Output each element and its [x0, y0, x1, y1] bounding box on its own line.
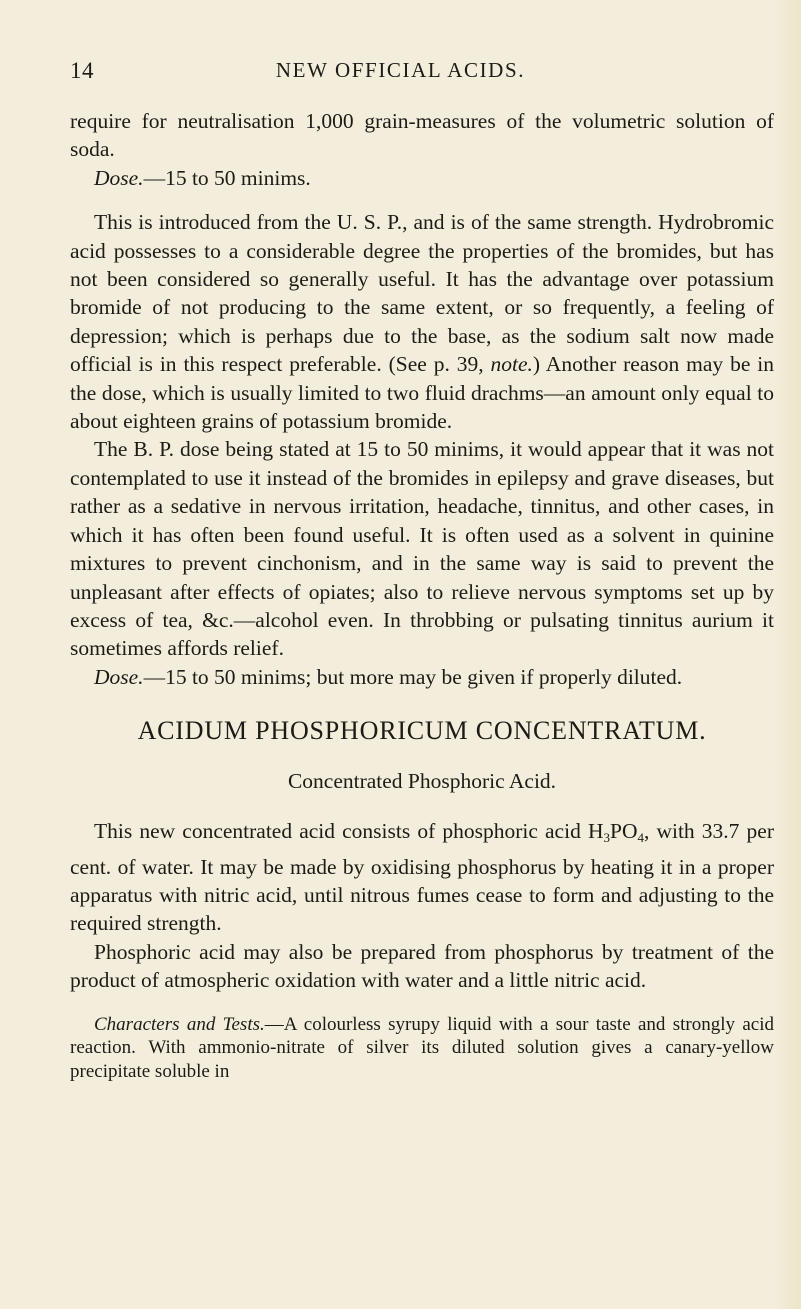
- characters-and-tests-section: [70, 1013, 774, 1084]
- running-title: NEW OFFICIAL ACIDS.: [275, 58, 526, 82]
- paragraph-hydrobromic-acid: [70, 208, 774, 435]
- formula-subscript: 4: [637, 830, 644, 846]
- dose-label: Dose.: [94, 664, 144, 689]
- dose-value: —15 to 50 minims.: [143, 165, 311, 190]
- paragraph-main-text: This is introduced from the U. S. P., and is of the same strength. Hydrobromic acid possesses to a considerable degree the properties of the bromides, but has not been considered so generally useful. It has the advantage over potassium bromide of not producing to the same extent, or so frequently, a feeling of depression; which is perhaps due to the base, as the sodium salt now made official is in this respect preferable. (See p. 39,: [70, 210, 774, 377]
- paragraph-main-text-end: ) Another reason may be in the dose, which is usually limited to two fluid drachms—an amount only equal to about eighteen grains of potassium bromide.: [70, 352, 774, 434]
- dose-label: Dose.: [94, 165, 144, 190]
- paragraph-atmospheric-oxidation: Phosphoric acid may also be prepared from phosphorus by treatment of the product of atmospheric oxidation with water and a little nitric acid.: [70, 939, 774, 993]
- paragraph-bp-dose: The B. P. dose being stated at 15 to 50 minims, it would appear that it was not contemplated to use it instead of the bromides in epilepsy and grave diseases, but rather as a sedative in nervous irritation, headache, tinnitus, and other cases, in which it has often been found useful. It is often used as a solvent in quinine mixtures to prevent cinchonism, and in the same way is said to prevent the unpleasant after effects of opiates; also to relieve nervous symptoms set up by excess of tea, &c.—alcohol even. In throbbing or pulsating tinnitus aurium it sometimes affords relief.: [70, 437, 774, 661]
- section-subheading: Concentrated Phosphoric Acid.: [287, 769, 557, 794]
- formula-subscript: 3: [603, 830, 610, 846]
- formula-text: PO: [609, 819, 638, 844]
- paragraph-text: This new concentrated acid consists of phosphoric acid H: [94, 819, 604, 844]
- page-number: 14: [70, 58, 94, 83]
- page-header: [0, 58, 801, 88]
- dose-paragraph-2: [70, 663, 774, 691]
- characters-label: Characters and Tests.: [94, 1013, 265, 1035]
- paragraph-concentrated-acid: [70, 817, 774, 938]
- paragraph-text: , with 33.7 per cent. of water. It may be made by oxidising phosphorus by heating it in a proper apparatus with nitric acid, until nitrous fumes cease to form and adjusting to the required strength.: [70, 819, 774, 936]
- page-body: [70, 107, 774, 1083]
- page-edge-shading: [775, 0, 801, 1309]
- paragraph-characters-tests: [70, 1013, 774, 1084]
- section-heading: ACIDUM PHOSPHORICUM CONCENTRATUM.: [137, 716, 707, 746]
- characters-text: —A colourless syrupy liquid with a sour taste and strongly acid reaction. With ammonio-nitrate of silver its diluted solution gives a canary-yellow precipitate soluble in: [70, 1013, 774, 1082]
- note-reference: note.: [490, 352, 533, 377]
- dose-paragraph-1: [70, 164, 774, 192]
- paragraph-neutralisation: require for neutralisation 1,000 grain-measures of the volumetric solution of soda.: [70, 109, 774, 162]
- section-spacer: [70, 691, 774, 715]
- dose-value: —15 to 50 minims; but more may be given if properly diluted.: [143, 664, 683, 689]
